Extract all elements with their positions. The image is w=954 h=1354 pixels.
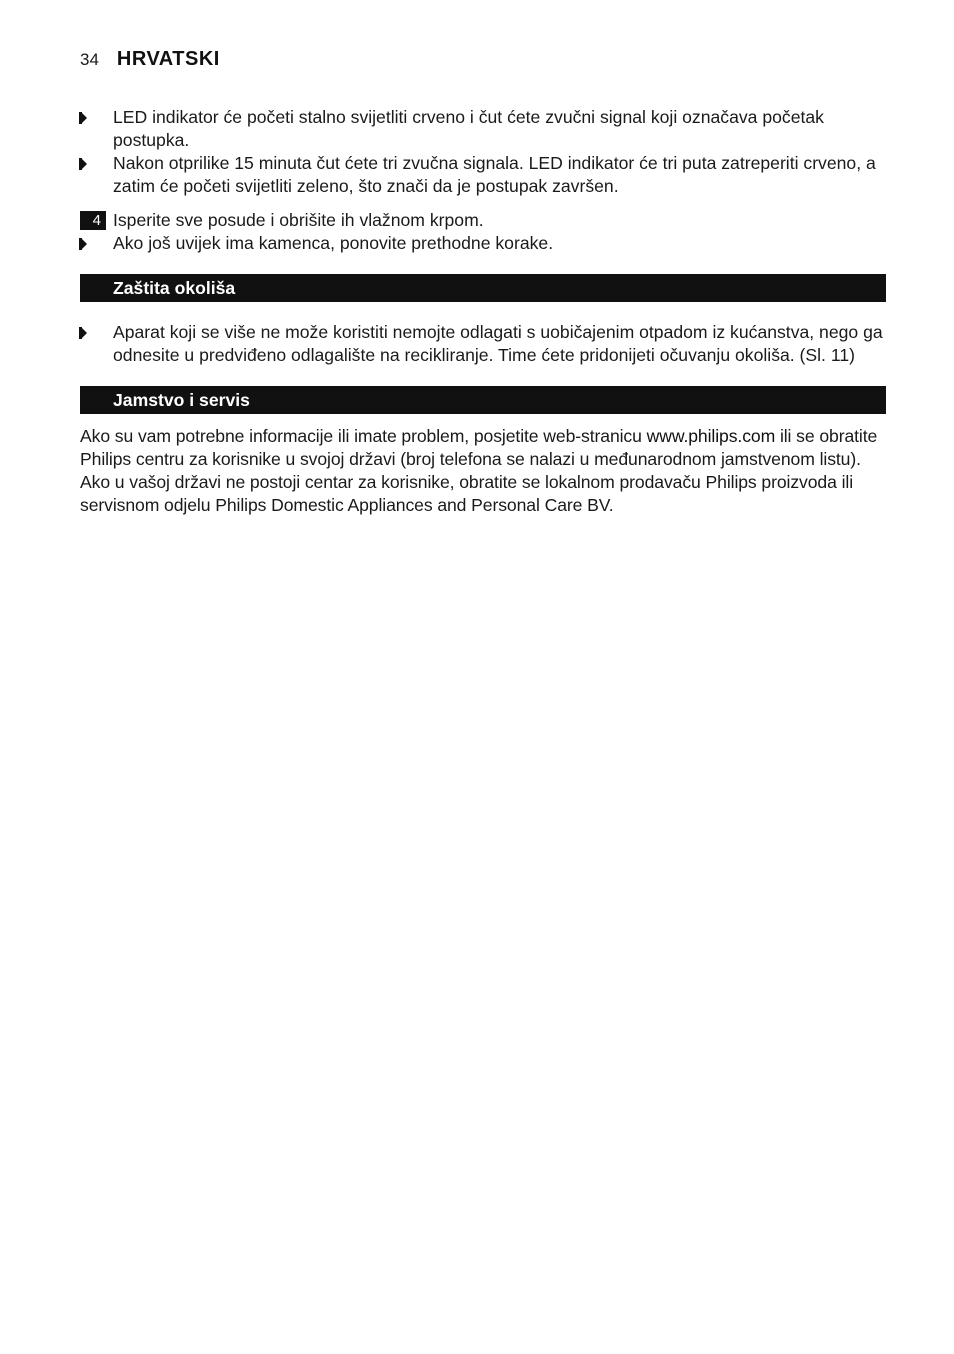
philips-website-link[interactable]: www.philips.com [646,426,776,446]
spacer [80,367,886,386]
step-item [80,209,886,232]
section-heading-warranty: Jamstvo i servis [80,386,886,414]
spacer [80,255,886,274]
list-item-text: LED indikator će početi stalno svijetliti crveno i čut ćete zvučni signal koji označava početak postupka. [113,107,824,150]
spacer [80,302,886,321]
bullet-arrow-icon [81,112,87,124]
bullet-arrow-icon [81,158,87,170]
step-text: Isperite sve posude i obrišite ih vlažnom krpom. [113,210,484,230]
list-item-text: Nakon otprilike 15 minuta čut ćete tri zvučna signala. LED indikator će tri puta zatreperiti crveno, a zatim će početi svijetliti zeleno, što znači da je postupak završen. [113,153,876,196]
step-number-badge: 4 [80,211,106,230]
spacer [80,414,886,425]
list-item [80,152,886,198]
warranty-text-end: ili se obratite Philips centru za korisnike u svojoj državi (broj telefona se nalazi u međunarodnom jamstvenom listu). Ako u vašoj državi ne postoji centar za korisnike, obratite se lokalnom prodavaču Philips proizvoda ili servisnom odjelu Philips Domestic Appliances and Personal Care BV. [80,426,878,515]
warranty-paragraph [80,425,886,517]
language-title: HRVATSKI [116,48,220,70]
section-heading-environment: Zaštita okoliša [80,274,886,302]
bullet-arrow-icon [81,327,87,339]
page-content [80,106,886,517]
list-item-text: Ako još uvijek ima kamenca, ponovite prethodne korake. [113,233,554,253]
spacer [80,198,886,209]
bullet-arrow-icon [81,238,87,250]
list-item-text: Aparat koji se više ne može koristiti nemojte odlagati s uobičajenim otpadom iz kućanstva, nego ga odnesite u predviđeno odlagalište na recikliranje. Time ćete pridonijeti očuvanju okoliša. (Sl. 11) [113,322,883,365]
warranty-text-start: Ako su vam potrebne informacije ili imate problem, posjetite web-stranicu [80,426,647,446]
page-number: 34 [80,50,99,69]
list-item [80,232,886,255]
list-item [80,321,886,367]
list-item [80,106,886,152]
page-header [80,48,220,74]
